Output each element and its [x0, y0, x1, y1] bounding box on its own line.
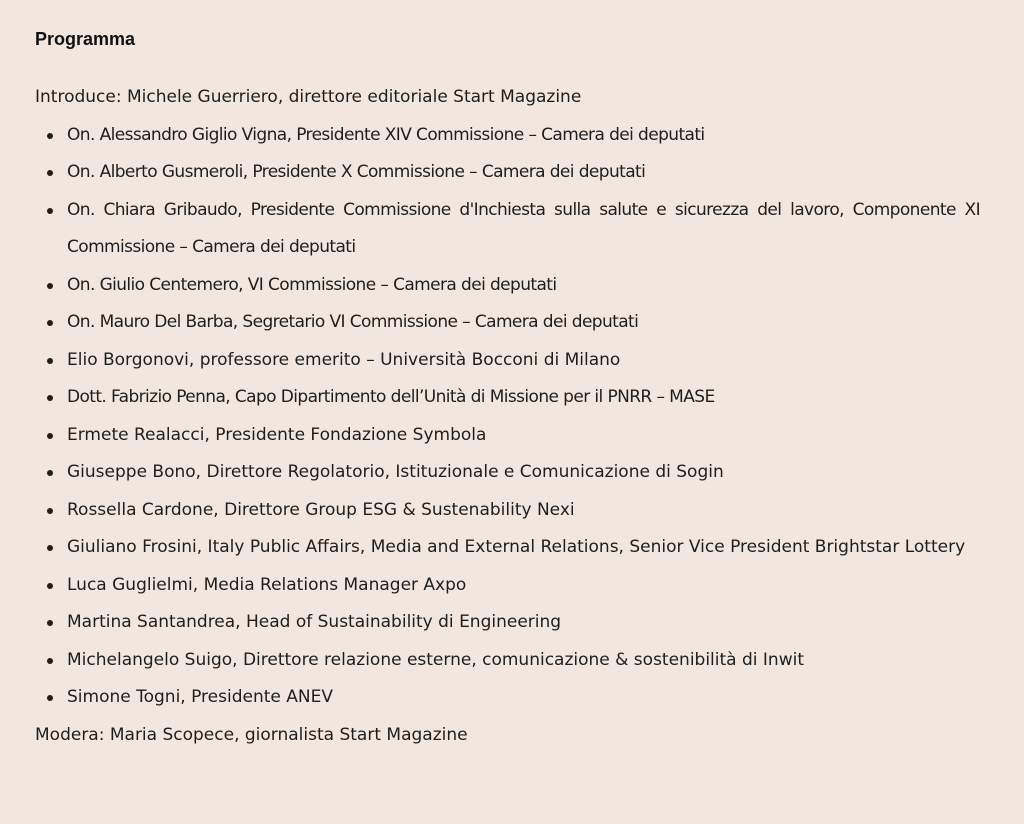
- intro-line: Introduce: Michele Guerriero, direttore editoriale Start Magazine: [35, 87, 582, 107]
- speaker-item: On. Chiara Gribaudo, Presidente Commissione d'Inchiesta sulla salute e sicurezza del lavoro, Componente XI Commissione – Camera dei deputati: [67, 192, 980, 267]
- speaker-item: Giuseppe Bono, Direttore Regolatorio, Istituzionale e Comunicazione di Sogin: [67, 454, 980, 492]
- section-title: Programma: [35, 29, 136, 49]
- moderator-line: Modera: Maria Scopece, giornalista Start Magazine: [35, 724, 468, 745]
- speaker-item: Simone Togni, Presidente ANEV: [67, 679, 980, 717]
- speaker-item: Michelangelo Suigo, Direttore relazione esterne, comunicazione & sostenibilità di Inwit: [67, 642, 980, 680]
- speaker-item: Rossella Cardone, Direttore Group ESG & Sustenability Nexi: [67, 492, 980, 530]
- speaker-item: Elio Borgonovi, professore emerito – Università Bocconi di Milano: [67, 342, 980, 380]
- speaker-item: On. Alberto Gusmeroli, Presidente X Commissione – Camera dei deputati: [67, 154, 980, 192]
- speaker-item: On. Alessandro Giglio Vigna, Presidente XIV Commissione – Camera dei deputati: [67, 117, 980, 155]
- speaker-item: On. Giulio Centemero, VI Commissione – Camera dei deputati: [67, 267, 980, 305]
- speaker-item: On. Mauro Del Barba, Segretario VI Commissione – Camera dei deputati: [67, 304, 980, 342]
- speaker-item: Martina Santandrea, Head of Sustainability di Engineering: [67, 604, 980, 642]
- speaker-item: Luca Guglielmi, Media Relations Manager Axpo: [67, 567, 980, 605]
- speaker-item: Dott. Fabrizio Penna, Capo Dipartimento dell’Unità di Missione per il PNRR – MASE: [67, 379, 980, 417]
- speaker-list: [35, 117, 980, 717]
- speaker-item: Giuliano Frosini, Italy Public Affairs, Media and External Relations, Senior Vice President Brightstar Lottery: [67, 529, 980, 567]
- speaker-item: Ermete Realacci, Presidente Fondazione Symbola: [67, 417, 980, 455]
